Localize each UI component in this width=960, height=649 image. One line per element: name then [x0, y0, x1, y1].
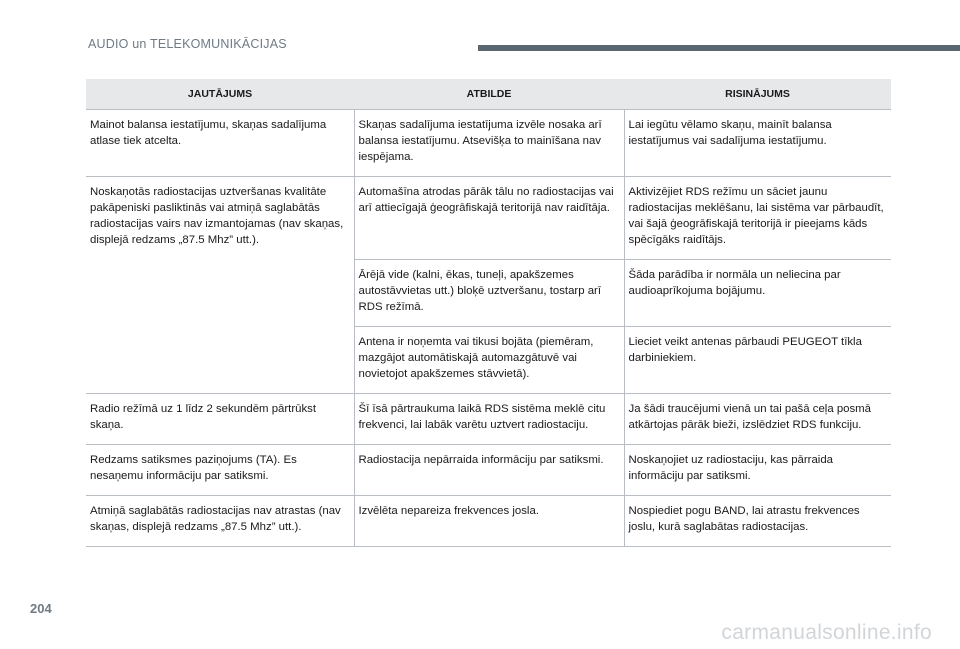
table-row	[86, 445, 891, 496]
watermark: carmanualsonline.info	[721, 621, 932, 644]
answer-cell: Ārējā vide (kalni, ēkas, tuneļi, apakšzemes autostāvvietas utt.) bloķē uztveršanu, tostarp arī RDS režīmā.	[354, 260, 624, 327]
column-header-solution: RISINĀJUMS	[624, 79, 891, 110]
answer-cell: Izvēlēta nepareiza frekvences josla.	[354, 496, 624, 547]
answer-cell: Antena ir noņemta vai tikusi bojāta (piemēram, mazgājot automātiskajā automazgātuvē vai novietojot apakšzemes stāvvietā).	[354, 327, 624, 394]
question-cell: Redzams satiksmes paziņojums (TA). Es nesaņemu informāciju par satiksmi.	[86, 445, 354, 496]
table-row	[86, 394, 891, 445]
section-title: AUDIO un TELEKOMUNIKĀCIJAS	[88, 37, 287, 51]
table-row	[86, 177, 891, 260]
table-row	[86, 110, 891, 177]
solution-cell: Lai iegūtu vēlamo skaņu, mainīt balansa iestatījumus vai sadalījuma iestatījumu.	[624, 110, 891, 177]
solution-cell: Noskaņojiet uz radiostaciju, kas pārraida informāciju par satiksmi.	[624, 445, 891, 496]
answer-cell: Skaņas sadalījuma iestatījuma izvēle nosaka arī balansa iestatījumu. Atsevišķa to mainīšana nav iespējama.	[354, 110, 624, 177]
solution-cell: Nospiediet pogu BAND, lai atrastu frekvences joslu, kurā saglabātas radiostacijas.	[624, 496, 891, 547]
solution-cell: Lieciet veikt antenas pārbaudi PEUGEOT tīkla darbiniekiem.	[624, 327, 891, 394]
faq-table	[86, 79, 891, 547]
header-rule	[478, 45, 960, 51]
question-cell: Mainot balansa iestatījumu, skaņas sadalījuma atlase tiek atcelta.	[86, 110, 354, 177]
question-cell: Noskaņotās radiostacijas uztveršanas kvalitāte pakāpeniski pasliktinās vai atmiņā saglabātās radiostacijas vairs nav izmantojamas (nav skaņas, displejā redzams „87.5 Mhz” utt.).	[86, 177, 354, 394]
column-header-answer: ATBILDE	[354, 79, 624, 110]
column-header-question: JAUTĀJUMS	[86, 79, 354, 110]
answer-cell: Radiostacija nepārraida informāciju par satiksmi.	[354, 445, 624, 496]
page-number: 204	[30, 601, 52, 616]
answer-cell: Šī īsā pārtraukuma laikā RDS sistēma meklē citu frekvenci, lai labāk varētu uztvert radiostaciju.	[354, 394, 624, 445]
question-cell: Radio režīmā uz 1 līdz 2 sekundēm pārtrūkst skaņa.	[86, 394, 354, 445]
answer-cell: Automašīna atrodas pārāk tālu no radiostacijas vai arī attiecīgajā ģeogrāfiskajā teritorijā nav raidītāja.	[354, 177, 624, 260]
table-header-row	[86, 79, 891, 110]
question-cell: Atmiņā saglabātās radiostacijas nav atrastas (nav skaņas, displejā redzams „87.5 Mhz” utt.).	[86, 496, 354, 547]
solution-cell: Šāda parādība ir normāla un neliecina par audioaprīkojuma bojājumu.	[624, 260, 891, 327]
table-row	[86, 496, 891, 547]
solution-cell: Aktivizējiet RDS režīmu un sāciet jaunu radiostacijas meklēšanu, lai sistēma var pārbaudīt, vai šajā ģeogrāfiskajā teritorijā ir pieejams kāds spēcīgāks raidītājs.	[624, 177, 891, 260]
solution-cell: Ja šādi traucējumi vienā un tai pašā ceļa posmā atkārtojas pārāk bieži, izslēdziet RDS funkciju.	[624, 394, 891, 445]
